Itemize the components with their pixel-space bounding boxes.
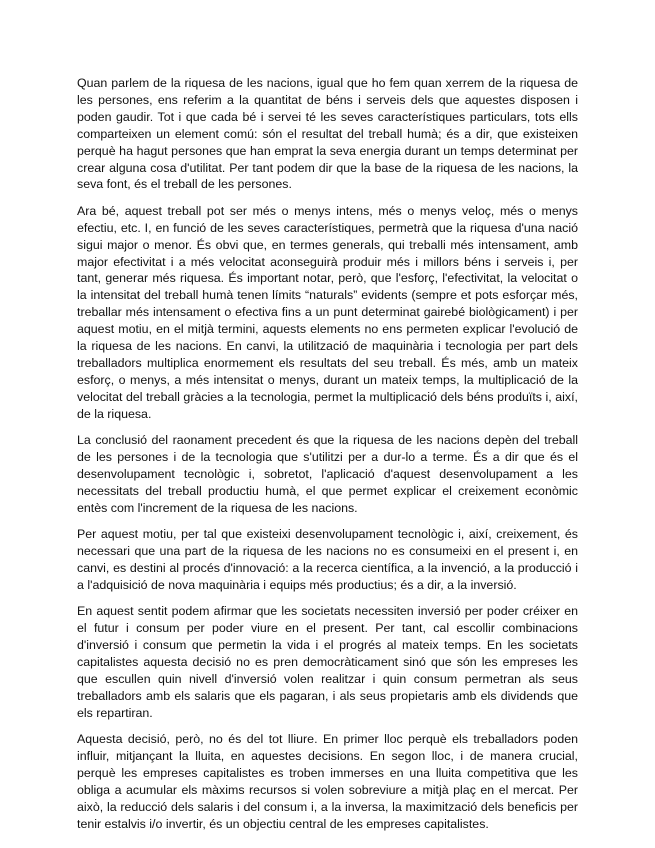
paragraph-6: Aquesta decisió, però, no és del tot lliure. En primer lloc perquè els treballadors poden influir, mitjançant la lluita, en aquestes decisions. En segon lloc, i de manera crucial, perquè les empreses capitalistes es troben immerses en una lluita competitiva que les obliga a acumular els màxims recursos si volen sobreviure a mitjà plaç en el mercat. Per això, la reducció dels salaris i del consum i, a la inversa, la maximització dels beneficis per tenir estalvis i/o invertir, és un objectiu central de les empreses capitalistes. (77, 732, 578, 831)
paragraph-2: Ara bé, aquest treball pot ser més o menys intens, més o menys veloç, més o menys efectiu, etc. I, en funció de les seves característiques, permetrà que la riquesa d'una nació sigui major o menor. És obvi que, en termes generals, qui treballi més intensament, amb major efectivitat i a més velocitat aconseguirà produir més i millors béns i serveis i, per tant, generar més riquesa. És important notar, però, que l'esforç, l'efectivitat, la velocitat o la intensitat del treball humà tenen límits “naturals” evidents (sempre et pots esforçar més, treballar més intensament o efectiva fins a un punt determinat gairebé biològicament) i per aquest motiu, en el mitjà termini, aquests elements no ens permeten explicar l'evolució de la riquesa de les nacions. En canvi, la utilització de maquinària i tecnologia per part dels treballadors multiplica enormement els resultats del seu treball. És més, amb un mateix esforç, o menys, a més intensitat o menys, durant un mateix temps, la multiplicació de la velocitat del treball gràcies a la tecnologia, permet la multiplicació dels béns produïts i, així, de la riquesa. (77, 203, 578, 421)
paragraph-3: La conclusió del raonament precedent és que la riquesa de les nacions depèn del treball de les persones i de la tecnologia que s'utilitzi per a dur-lo a terme. És a dir que és el desenvolupament tecnològic i, sobretot, l'aplicació d'aquest desenvolupament a les necessitats del treball productiu humà, el que permet explicar el creixement econòmic entès com l'increment de la riquesa de les nacions. (77, 433, 578, 515)
paragraph-4: Per aquest motiu, per tal que existeixi desenvolupament tecnològic i, així, creixement, és necessari que una part de la riquesa de les nacions no es consumeixi en el present i, en canvi, es destini al procés d'innovació: a la recerca científica, a la invenció, a la producció i a l'adquisició de nova maquinària i equips més productius; és a dir, a la inversió. (77, 527, 578, 592)
paragraph-1: Quan parlem de la riquesa de les nacions, igual que ho fem quan xerrem de la riquesa de les persones, ens referim a la quantitat de béns i serveis dels que aquestes disposen i poden gaudir. Tot i que cada bé i servei té les seves característiques particulars, tots ells comparteixen un element comú: són el resultat del treball humà; és a dir, que existeixen perquè ha hagut persones que han emprat la seva energia durant un temps determinat per crear alguna cosa d'utilitat. Per tant podem dir que la base de la riquesa de les nacions, la seva font, és el treball de les persones. (77, 76, 578, 192)
paragraph-5: En aquest sentit podem afirmar que les societats necessiten inversió per poder créixer en el futur i consum per poder viure en el present. Per tant, cal escollir combinacions d'inversió i consum que permetin la vida i el progrés al mateix temps. En les societats capitalistes aquesta decisió no es pren democràticament sinó que són les empreses les que escullen quin nivell d'inversió volen realitzar i quin consum permetran als seus treballadors amb els salaris que els pagaran, i als seus propietaris amb els dividends que els repartiran. (77, 604, 578, 720)
document-body (77, 75, 578, 842)
